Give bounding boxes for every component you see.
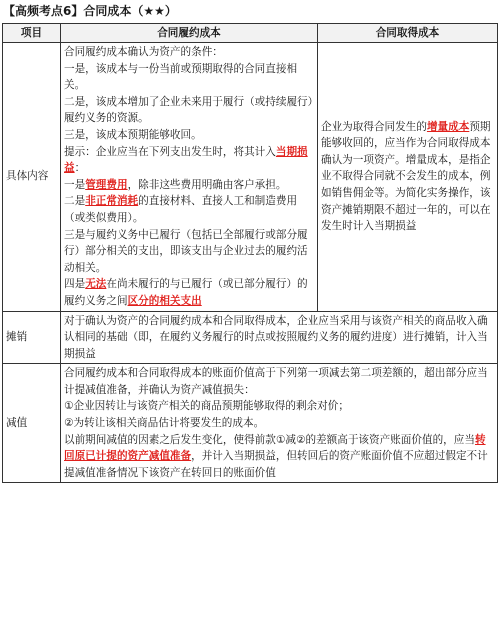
fulfillment-condition-1: 一是，该成本与一份当前或预期取得的合同直接相关。 [64, 62, 298, 92]
impairment-para-1: 合同履约成本和合同取得成本的账面价值高于下列第一项减去第二项差额的，超出部分应当计提减值准备，并确认为资产减值损失： [64, 367, 488, 396]
table-row-amortization [3, 311, 498, 364]
expense-item-2: 二是非正常消耗的直接材料、直接人工和制造费用（或类似费用）。 [64, 195, 298, 224]
fulfillment-tip: 提示：企业应当在下列支出发生时，将其计入当期损益： [64, 145, 308, 175]
fulfillment-condition-3: 三是，该成本预期能够收回。 [64, 128, 202, 141]
emphasis-reverse-provision: 转回原已计提的资产减值准备 [64, 433, 486, 463]
emphasis-current-pl: 当期损益 [64, 145, 308, 175]
emphasis-distinguishable-expense: 区分的相关支出 [127, 294, 202, 307]
heading-tag: 【高频考点6】 [3, 4, 84, 18]
fulfillment-condition-2: 二是，该成本增加了企业未来用于履行（或持续履行）履约义务的资源。 [64, 95, 313, 125]
header-item: 项目 [3, 24, 61, 43]
header-acquisition-cost: 合同取得成本 [318, 24, 498, 43]
fulfillment-condition-intro: 合同履约成本确认为资产的条件： [64, 46, 223, 58]
table-row-content [3, 43, 498, 312]
fulfillment-cost-cell [61, 43, 318, 312]
page-heading [3, 3, 177, 19]
impairment-item-2: ②为转让该相关商品估计将要发生的成本。 [64, 417, 265, 430]
row-label-content: 具体内容 [3, 43, 61, 312]
impairment-cell [61, 364, 498, 483]
expense-item-1: 一是管理费用，除非这些费用明确由客户承担。 [64, 178, 287, 191]
impairment-reversal: 以前期间减值的因素之后发生变化，使得前款①减②的差额高于该资产账面价值的，应当转回原已计提的资产减值准备，并计入当期损益，但转回后的资产账面价值不应超过假定不计提减值准备情况下该资产在转回日的账面价值 [64, 433, 488, 479]
emphasis-admin-expense: 管理费用 [85, 178, 128, 191]
impairment-item-1: ①企业因转让与该资产相关的商品预期能够取得的剩余对价； [64, 400, 349, 413]
heading-title: 合同成本（★★） [83, 4, 177, 18]
amortization-text: 对于确认为资产的合同履约成本和合同取得成本，企业应当采用与该资产相关的商品收入确认相同的基础（即，在履约义务履行的时点或按照履约义务的履约进度）进行摊销，计入当期损益 [61, 311, 498, 364]
row-label-impairment: 减值 [3, 364, 61, 483]
emphasis-unable: 无法 [85, 278, 107, 291]
emphasis-abnormal-consumption: 非正常消耗 [85, 195, 139, 208]
contract-cost-table [2, 23, 498, 483]
expense-item-4: 四是无法在尚未履行的与已履行（或已部分履行）的履约义务之间区分的相关支出 [64, 278, 308, 307]
table-row-impairment [3, 364, 498, 483]
row-label-amortization: 摊销 [3, 311, 61, 364]
emphasis-incremental-cost: 增量成本 [426, 120, 470, 133]
table-header-row [3, 24, 498, 43]
expense-item-3: 三是与履约义务中已履行（包括已全部履行或部分履行）部分相关的支出，即该支出与企业过去的履约活动相关。 [64, 228, 308, 274]
acquisition-cost-cell [318, 43, 498, 312]
acquisition-cost-text: 企业为取得合同发生的增量成本预期能够收回的，应当作为合同取得成本确认为一项资产。增量成本，是指企业不取得合同就不会发生的成本，例如销售佣金等。为简化实务操作，该资产摊销期限不超过一年的，可以在发生时计入当期损益 [321, 120, 491, 233]
header-fulfillment-cost: 合同履约成本 [61, 24, 318, 43]
